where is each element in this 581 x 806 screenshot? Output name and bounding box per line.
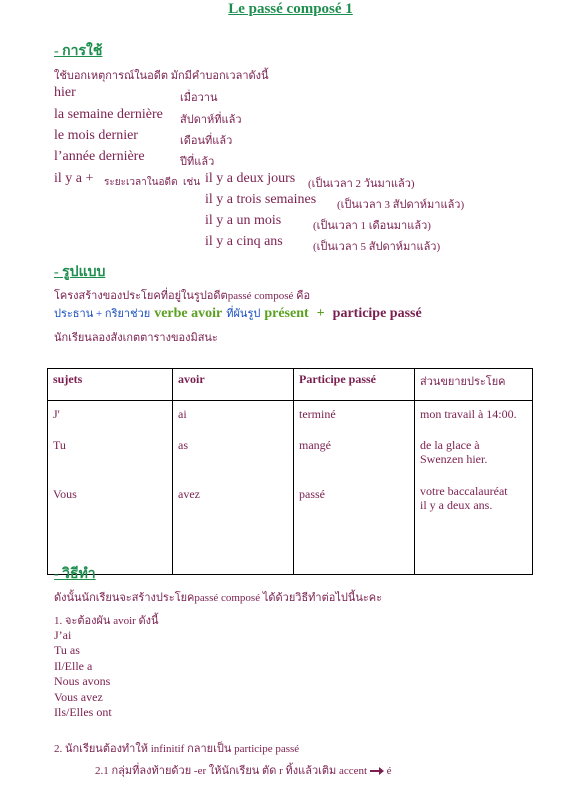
table-header-cell: ส่วนขยายประโยค xyxy=(415,369,533,401)
avoir-form: avez xyxy=(178,487,200,501)
method-step-2-1-text: 2.1 กลุ่มที่ลงท้ายด้วย -er ให้นักเรียน ตัด r ทิ้งแล้วเติม accent xyxy=(95,765,368,777)
participe-form: passé xyxy=(299,487,325,501)
formula-verbe-avoir: verbe avoir xyxy=(154,306,223,321)
method-intro: ดังนั้นนักเรียนจะสร้างประโยคpassé composé ได้ด้วยวิธีทำต่อไปนี้นะคะ xyxy=(54,592,383,604)
formula-plus: + xyxy=(316,306,325,321)
ilya-example-word: เช่น xyxy=(183,177,201,188)
time-expression-th: สัปดาห์ที่แล้ว xyxy=(180,114,242,126)
usage-intro: ใช้บอกเหตุการณ์ในอดีต มักมีคำบอกเวลาดังนี้ xyxy=(54,70,269,82)
time-expression-th: ปีที่แล้ว xyxy=(180,156,215,168)
section-form-heading: - รูปแบบ xyxy=(54,265,106,280)
subject: Vous xyxy=(53,487,77,501)
method-step-1: 1. จะต้องผัน avoir ดังนี้ xyxy=(54,615,159,627)
section-method-heading: - วิธีทำ xyxy=(54,567,96,582)
form-note: นักเรียนลองสังเกตตารางของมิสนะ xyxy=(54,332,218,344)
complement-line: mon travail à 14:00. xyxy=(420,407,517,421)
arrow-right-icon xyxy=(370,767,384,775)
ilya-example-fr: il y a cinq ans xyxy=(205,234,283,249)
method-step-2-1 xyxy=(95,761,392,779)
complement-line: il y a deux ans. xyxy=(420,498,493,512)
subject: Tu xyxy=(53,438,66,452)
form-description: โครงสร้างของประโยคที่อยู่ในรูปอดีตpassé composé คือ xyxy=(54,290,311,302)
table-header-cell: avoir xyxy=(173,369,294,401)
time-expression-th: เดือนที่แล้ว xyxy=(180,135,233,147)
conjugation-table xyxy=(47,368,533,575)
time-expression-fr: l’année dernière xyxy=(54,149,145,164)
participe-cell xyxy=(294,401,415,575)
ilya-example-th: (เป็นเวลา 1 เดือนมาแล้ว) xyxy=(313,220,431,232)
time-expression-fr: la semaine dernière xyxy=(54,107,163,122)
ilya-example-fr: il y a un mois xyxy=(205,213,282,228)
complement-line: de la glace à xyxy=(420,438,480,452)
time-expression-th: เมื่อวาน xyxy=(180,92,218,104)
complement-line: votre baccalauréat xyxy=(420,484,508,498)
table-header-cell: Participe passé xyxy=(294,369,415,401)
conjugation-line: Il/Elle a xyxy=(54,658,93,673)
ilya-example-th: (เป็นเวลา 5 สัปดาห์มาแล้ว) xyxy=(313,241,441,253)
avoir-form: ai xyxy=(178,407,187,421)
formula-participe-passe: participe passé xyxy=(332,306,422,321)
ilya-prefix-th: ระยะเวลาในอดีต xyxy=(104,177,178,188)
participe-form: mangé xyxy=(299,438,331,452)
subjects-cell xyxy=(48,401,173,575)
avoir-conjugation-list xyxy=(54,628,112,720)
conjugation-line: J’ai xyxy=(54,628,72,642)
conjugation-line: Ils/Elles ont xyxy=(54,705,112,720)
ilya-example-fr: il y a deux jours xyxy=(205,171,296,186)
table-header-cell: sujets xyxy=(48,369,173,401)
complement-line: Swenzen hier. xyxy=(420,452,488,466)
table-row xyxy=(48,401,533,575)
formula-subject-aux: ประธาน + กริยาช่วย xyxy=(54,308,151,320)
formula-line xyxy=(54,304,422,322)
conjugation-line: Tu as xyxy=(54,643,80,658)
ilya-prefix: il y a + xyxy=(54,171,94,186)
method-step-2: 2. นักเรียนต้องทำให้ infinitif กลายเป็น participe passé xyxy=(54,743,300,755)
page-title: Le passé composé 1 xyxy=(228,1,353,17)
ilya-example-th: (เป็นเวลา 2 วันมาแล้ว) xyxy=(308,178,415,190)
conjugation-line: Nous avons xyxy=(54,674,111,689)
formula-present: présent xyxy=(264,306,309,321)
ilya-example-th: (เป็นเวลา 3 สัปดาห์มาแล้ว) xyxy=(337,199,465,211)
subject: J' xyxy=(53,407,60,421)
participe-form: terminé xyxy=(299,407,336,421)
ilya-example-fr: il y a trois semaines xyxy=(205,192,317,207)
complement-cell xyxy=(415,401,533,575)
avoir-form: as xyxy=(178,438,188,452)
avoir-cell xyxy=(173,401,294,575)
time-expression-fr: hier xyxy=(54,85,76,100)
conjugation-line: Vous avez xyxy=(54,689,103,704)
time-expression-fr: le mois dernier xyxy=(54,128,138,143)
formula-conjugated: ที่ผันรูป xyxy=(226,308,261,320)
section-usage-heading: - การใช้ xyxy=(54,44,103,59)
table-header-row xyxy=(48,369,533,401)
method-step-2-1-end: é xyxy=(386,765,392,777)
